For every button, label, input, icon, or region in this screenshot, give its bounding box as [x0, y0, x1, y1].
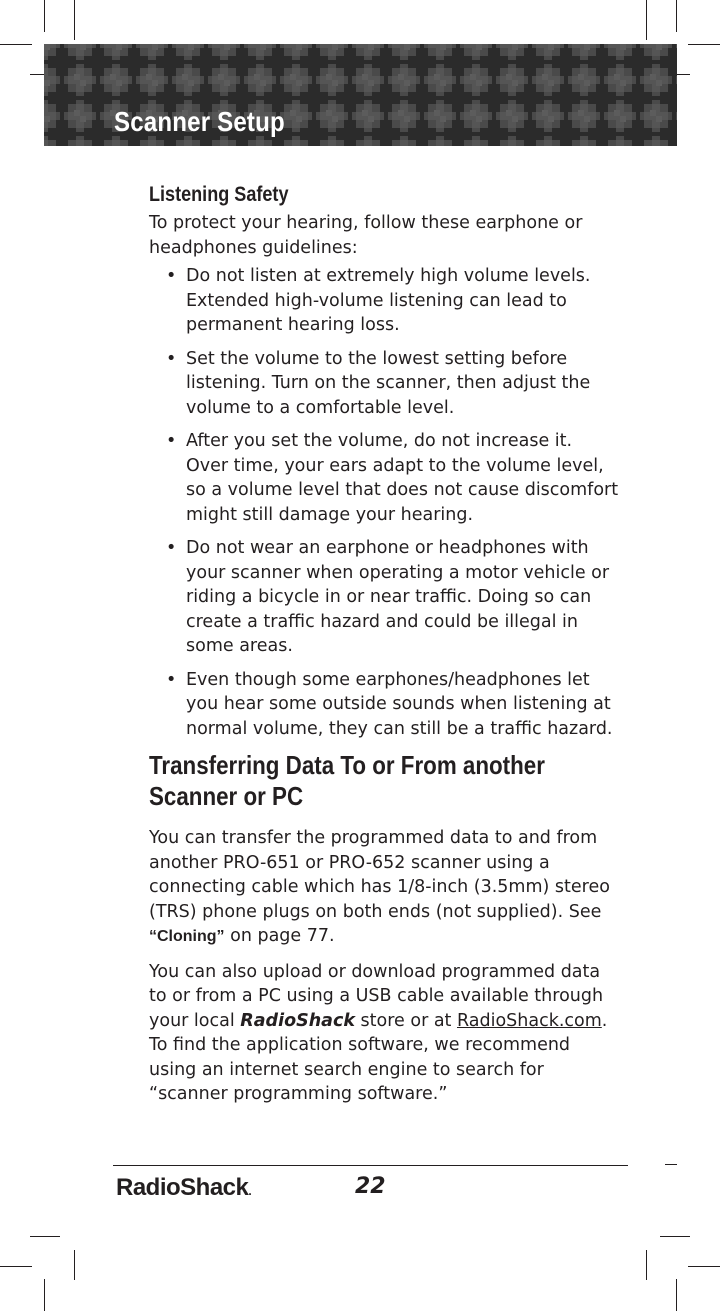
bullet-icon: •	[166, 431, 177, 451]
crop-mark	[74, 0, 75, 40]
safety-guidelines-list	[149, 264, 619, 741]
footer-divider	[113, 1165, 628, 1166]
crop-mark	[74, 1250, 75, 1280]
page-number: 22	[355, 1174, 386, 1199]
bullet-icon: •	[166, 669, 177, 690]
crop-mark	[44, 0, 45, 32]
crop-mark	[688, 1266, 720, 1267]
page-content	[149, 183, 619, 1107]
transfer-paragraph-2: You can also upload or download programmed data to or from a PC using a USB cable available through your local RadioShack store or at RadioShack.com. To find the application software, we recommend using an internet search engine to search for “scanner programming software.”	[149, 961, 608, 1104]
crop-mark	[676, 0, 677, 32]
list-item: • Even though some earphones/headphones let you hear some outside sounds when listening at normal volume, they can still be a traffic hazard.	[166, 669, 613, 739]
bullet-icon: •	[166, 538, 177, 558]
crop-mark	[0, 1266, 32, 1267]
crop-mark	[676, 1279, 677, 1311]
footer-tick-mark	[665, 1164, 677, 1165]
crop-mark	[30, 1236, 60, 1237]
crop-mark	[688, 44, 720, 45]
list-item: • Set the volume to the lowest setting before listening. Turn on the scanner, then adjust the volume to a comfortable level.	[166, 348, 591, 418]
list-item: • Do not listen at extremely high volume levels. Extended high-volume listening can lead to permanent hearing loss.	[166, 266, 591, 335]
brand-name: RadioShack	[240, 1010, 355, 1031]
bullet-icon: •	[166, 266, 177, 286]
transfer-heading: Transferring Data To or From another Scanner or PC	[149, 750, 545, 811]
crop-mark	[44, 1279, 45, 1311]
crop-mark	[0, 44, 32, 45]
radioshack-link[interactable]: RadioShack.com	[457, 1010, 602, 1031]
crop-mark	[646, 0, 647, 40]
list-item: • After you set the volume, do not increase it. Over time, your ears adapt to the volume level, so a volume level that does not cause discomfort might still damage your hearing.	[166, 431, 619, 525]
listening-safety-heading: Listening Safety	[149, 183, 289, 206]
cloning-reference: “Cloning”	[149, 928, 225, 945]
section-header-banner	[44, 44, 677, 146]
radioshack-logo: RadioShack.	[116, 1174, 252, 1201]
section-title: Scanner Setup	[114, 106, 285, 137]
bullet-icon: •	[166, 348, 177, 369]
crop-mark	[660, 1236, 690, 1237]
crop-mark	[646, 1250, 647, 1280]
transfer-paragraph-1: You can transfer the programmed data to and from another PRO-651 or PRO-652 scanner using a connecting cable which has 1/8-inch (3.5mm) stereo (TRS) phone plugs on both ends (not supplied). See “Cloning” on page 77.	[149, 828, 610, 946]
listening-safety-intro: To protect your hearing, follow these earphone or headphones guidelines:	[149, 213, 583, 258]
list-item: • Do not wear an earphone or headphones with your scanner when operating a motor vehicle or riding a bicycle in or near traffic. Doing so can create a traffic hazard and could be illegal in some areas.	[166, 538, 610, 656]
